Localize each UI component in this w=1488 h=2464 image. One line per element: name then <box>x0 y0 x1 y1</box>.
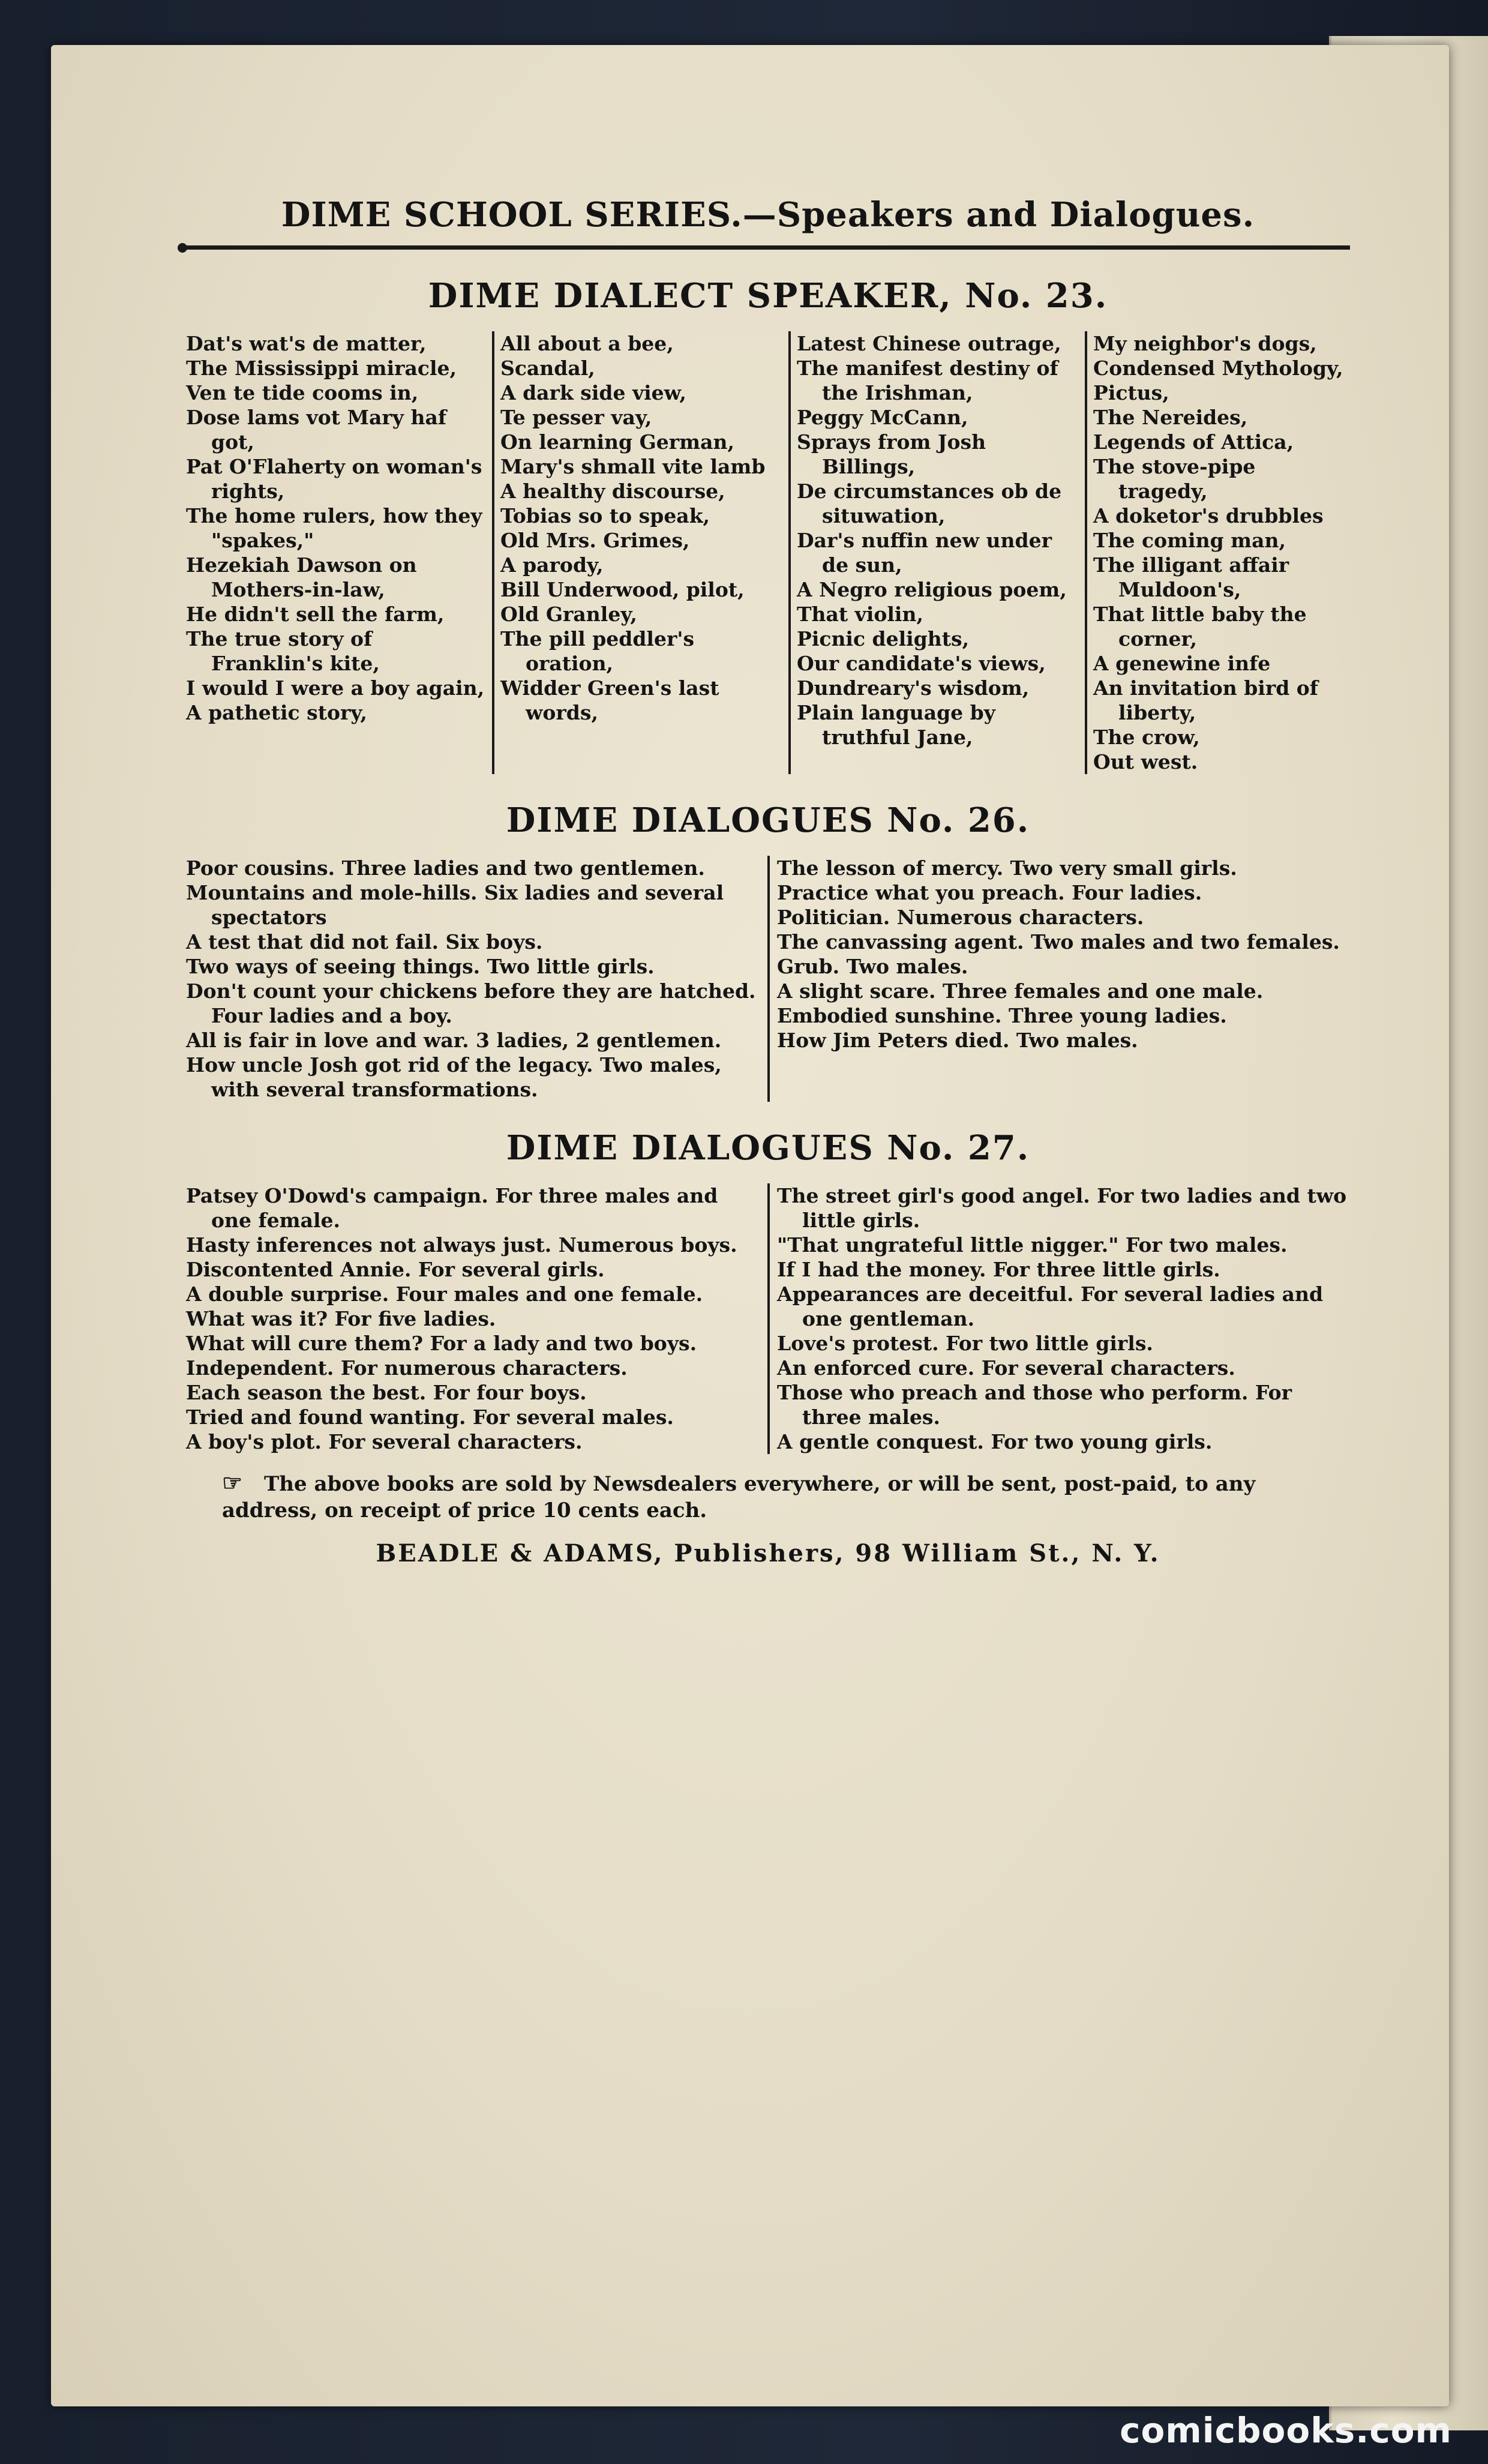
list-entry: A pathetic story, <box>186 701 367 724</box>
list-entry: Love's protest. For two little girls. <box>777 1332 1153 1355</box>
dialect-column-4 <box>1085 331 1350 774</box>
dialogues-27-left <box>186 1183 767 1454</box>
series-title: DIME SCHOOL SERIES. <box>281 195 743 235</box>
list-entry: That violin, <box>797 602 923 626</box>
list-entry: Patsey O'Dowd's campaign. For three males and one female. <box>186 1184 718 1232</box>
list-entry: He didn't sell the farm, <box>186 602 445 626</box>
dialogues-27-title: DIME DIALOGUES No. 27. <box>506 1128 1030 1168</box>
list-entry: What was it? For five ladies. <box>186 1307 496 1330</box>
dialogues-27-columns <box>186 1183 1350 1454</box>
list-entry: Old Mrs. Grimes, <box>500 529 690 552</box>
list-entry: Grub. Two males. <box>777 955 968 978</box>
sales-notice <box>186 1470 1350 1524</box>
dialect-column-3 <box>788 331 1085 774</box>
list-entry: Tried and found wanting. For several males. <box>186 1405 674 1429</box>
list-entry: On learning German, <box>500 430 734 454</box>
list-entry: Each season the best. For four boys. <box>186 1381 587 1404</box>
list-entry: "That ungrateful little nigger." For two males. <box>777 1233 1288 1257</box>
list-entry: Peggy McCann, <box>797 406 968 429</box>
list-entry: An invitation bird of liberty, <box>1093 676 1318 724</box>
list-entry: How uncle Josh got rid of the legacy. Two males, with several transformations. <box>186 1053 722 1101</box>
list-entry: A dark side view, <box>500 381 686 404</box>
list-entry: Appearances are deceitful. For several ladies and one gentleman. <box>777 1282 1324 1330</box>
list-entry: The home rulers, how they "spakes," <box>186 504 482 552</box>
list-entry: Out west. <box>1093 750 1198 774</box>
header-rule <box>186 245 1350 250</box>
list-entry: A genewine infe <box>1093 652 1271 675</box>
dialect-speaker-title: DIME DIALECT SPEAKER, No. 23. <box>428 276 1108 316</box>
list-entry: Old Granley, <box>500 602 637 626</box>
list-entry: Dar's nuffin new under de sun, <box>797 529 1052 577</box>
list-entry: The lesson of mercy. Two very small girls. <box>777 856 1237 880</box>
pointing-hand-icon: ☞ <box>222 1469 243 1496</box>
list-entry: The canvassing agent. Two males and two females. <box>777 930 1340 954</box>
list-entry: Latest Chinese outrage, <box>797 332 1061 355</box>
list-entry: How Jim Peters died. Two males. <box>777 1029 1138 1052</box>
list-entry: The Mississippi miracle, <box>186 356 457 380</box>
list-entry: Scandal, <box>500 356 595 380</box>
dialogues-27-right <box>767 1183 1350 1454</box>
sales-notice-text: The above books are sold by Newsdealers everywhere, or will be sent, post-paid, to any address, on receipt of price 10 cents each. <box>222 1472 1256 1522</box>
list-entry: If I had the money. For three little girls. <box>777 1258 1220 1281</box>
list-entry: Mountains and mole-hills. Six ladies and several spectators <box>186 881 724 929</box>
list-entry: Plain language by truthful Jane, <box>797 701 995 749</box>
list-entry: A parody, <box>500 553 604 577</box>
site-watermark: comicbooks.com <box>1120 2410 1452 2451</box>
list-entry: A double surprise. Four males and one female. <box>186 1282 703 1306</box>
list-entry: The stove-pipe tragedy, <box>1093 455 1256 503</box>
list-entry: What will cure them? For a lady and two boys. <box>186 1332 697 1355</box>
list-entry: A doketor's drubbles <box>1093 504 1324 527</box>
list-entry: Discontented Annie. For several girls. <box>186 1258 605 1281</box>
series-subtitle: Speakers and Dialogues. <box>776 195 1255 235</box>
list-entry: A slight scare. Three females and one male. <box>777 979 1264 1003</box>
list-entry: Embodied sunshine. Three young ladies. <box>777 1004 1227 1027</box>
list-entry: A healthy discourse, <box>500 479 725 503</box>
list-entry: A Negro religious poem, <box>797 578 1067 601</box>
list-entry: A gentle conquest. For two young girls. <box>777 1430 1213 1453</box>
list-entry: Independent. For numerous characters. <box>186 1356 628 1380</box>
list-entry: Dundreary's wisdom, <box>797 676 1030 700</box>
list-entry: I would I were a boy again, <box>186 676 485 700</box>
list-entry: Condensed Mythology, <box>1093 356 1343 380</box>
dialogues-26-columns <box>186 856 1350 1102</box>
dialogues-26-left <box>186 856 767 1102</box>
list-entry: All about a bee, <box>500 332 674 355</box>
list-entry: An enforced cure. For several characters. <box>777 1356 1235 1380</box>
book-page <box>51 45 1449 2406</box>
list-entry: The coming man, <box>1093 529 1286 552</box>
list-entry: Dose lams vot Mary haf got, <box>186 406 447 454</box>
dialect-column-1 <box>186 331 492 774</box>
dialogues-26-title: DIME DIALOGUES No. 26. <box>506 801 1030 840</box>
list-entry: The street girl's good angel. For two ladies and two little girls. <box>777 1184 1347 1232</box>
list-entry: Those who preach and those who perform. For three males. <box>777 1381 1292 1429</box>
list-entry: The Nereides, <box>1093 406 1248 429</box>
dialect-column-2 <box>492 331 788 774</box>
list-entry: Pat O'Flaherty on woman's rights, <box>186 455 482 503</box>
list-entry: Hasty inferences not always just. Numerous boys. <box>186 1233 737 1257</box>
list-entry: Our candidate's views, <box>797 652 1046 675</box>
list-entry: That little baby the corner, <box>1093 602 1307 651</box>
list-entry: Mary's shmall vite lamb <box>500 455 766 478</box>
dialogues-26-right <box>767 856 1350 1102</box>
list-entry: Two ways of seeing things. Two little girls. <box>186 955 655 978</box>
list-entry: The crow, <box>1093 726 1200 749</box>
list-entry: Te pesser vay, <box>500 406 652 429</box>
list-entry: Tobias so to speak, <box>500 504 710 527</box>
list-entry: A test that did not fail. Six boys. <box>186 930 543 954</box>
list-entry: Don't count your chickens before they are hatched. Four ladies and a boy. <box>186 979 756 1027</box>
list-entry: My neighbor's dogs, <box>1093 332 1317 355</box>
dialect-speaker-columns <box>186 331 1350 774</box>
list-entry: A boy's plot. For several characters. <box>186 1430 583 1453</box>
list-entry: Widder Green's last words, <box>500 676 719 724</box>
list-entry: Hezekiah Dawson on Mothers-in-law, <box>186 553 417 601</box>
series-separator: — <box>742 195 777 235</box>
list-entry: The true story of Franklin's kite, <box>186 627 380 675</box>
list-entry: Pictus, <box>1093 381 1169 404</box>
list-entry: The illigant affair Muldoon's, <box>1093 553 1289 601</box>
list-entry: Bill Underwood, pilot, <box>500 578 745 601</box>
series-header <box>186 195 1350 235</box>
list-entry: Legends of Attica, <box>1093 430 1294 454</box>
page-content <box>186 153 1350 1567</box>
list-entry: Practice what you preach. Four ladies. <box>777 881 1202 904</box>
list-entry: All is fair in love and war. 3 ladies, 2 gentlemen. <box>186 1029 722 1052</box>
list-entry: Politician. Numerous characters. <box>777 906 1144 929</box>
list-entry: The pill peddler's oration, <box>500 627 695 675</box>
list-entry: The manifest destiny of the Irishman, <box>797 356 1058 404</box>
list-entry: De circumstances ob de situwation, <box>797 479 1062 527</box>
list-entry: Dat's wat's de matter, <box>186 332 427 355</box>
publisher-imprint: BEADLE & ADAMS, Publishers, 98 William St., N. Y. <box>376 1539 1160 1567</box>
list-entry: Ven te tide cooms in, <box>186 381 419 404</box>
list-entry: Poor cousins. Three ladies and two gentlemen. <box>186 856 705 880</box>
list-entry: Sprays from Josh Billings, <box>797 430 986 478</box>
list-entry: Picnic delights, <box>797 627 970 651</box>
